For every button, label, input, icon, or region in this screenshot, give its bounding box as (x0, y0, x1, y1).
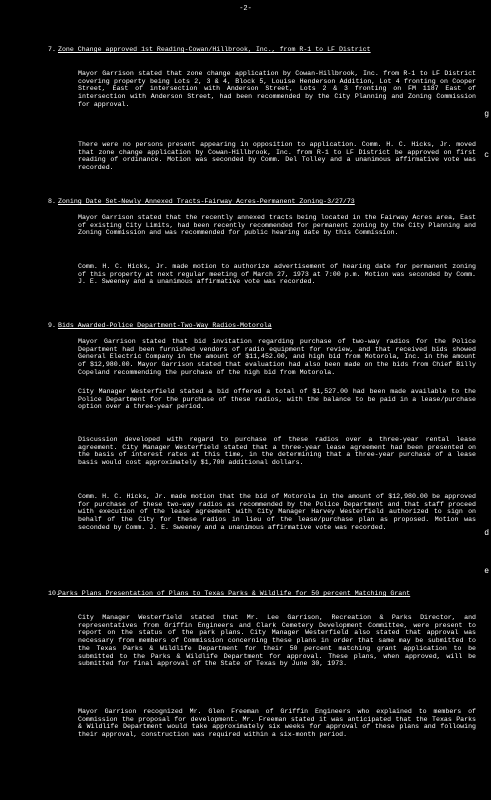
agenda-item-9 (48, 322, 478, 330)
paragraph: City Manager Westerfield stated a bid offered a total of $1,527.00 had been made available to the Police Department for the purchase of these radios, with the balance to be paid in a lease/purchase option over a three-year period. (78, 388, 476, 411)
item-number: 8. (48, 198, 56, 205)
paragraph: City Manager Westerfield stated that Mr. Lee Garrison, Recreation & Parks Director, and representatives from Griffin Engineers and Clark Cemetery Development Committee, were present to report on the status of the park plans. City Manager Westerfield also stated that approval was necessary from members of Commission concerning these plans in order that same may be submitted to the Texas Parks & Wildlife Department for their 50 percent matching grant application to be submitted to the Parks & Wildlife Department for approval. These plans, when approved, will be submitted for final approval of the State of Texas by June 30, 1973. (78, 614, 476, 668)
item-title: Zoning Date Set-Newly Annexed Tracts-Fairway Acres-Permanent Zoning-3/27/73 (58, 198, 355, 205)
margin-mark: c (484, 151, 489, 160)
item-number: 10. (48, 590, 60, 597)
item-number: 7. (48, 46, 56, 53)
margin-mark: e (484, 567, 489, 576)
paragraph: Comm. H. C. Hicks, Jr. made motion that the bid of Motorola in the amount of $12,980.00 be approved for purchase of these two-way radios as recommended by the Police Department and that staff proceed with execution of the lease agreement with City Manager Harvey Westerfield authorized to sign on behalf of the City for these radios in lieu of the lease/purchase plan as proposed. Motion was seconded by Comm. J. E. Sweeney and a unanimous affirmative vote was recorded. (78, 493, 476, 531)
margin-mark: d (484, 529, 489, 538)
margin-mark: g (484, 110, 489, 119)
paragraph: Mayor Garrison stated that bid invitation regarding purchase of two-way radios for the Police Department had been furnished vendors of radio equipment for review, and that received bids showed General Electric Company in the amount of $11,452.00, and high bid from Motorola, Inc. in the amount of $12,980.00. Mayor Garrison stated that evaluation had also been made on the bids from Chief Billy Copeland recommending the purchase of the high bid from Motorola. (78, 338, 476, 376)
agenda-item-10 (48, 590, 478, 598)
paragraph: Mayor Garrison recognized Mr. Glen Freeman of Griffin Engineers who explained to members of Commission the proposal for development. Mr. Freeman stated it was anticipated that the Texas Parks & Wildlife Department would take approximately six weeks for approval of these plans and following their approval, construction was required within a six-month period. (78, 708, 476, 739)
item-title: Bids Awarded-Police Department-Two-Way Radios-Motorola (58, 322, 272, 329)
item-number: 9. (48, 322, 56, 329)
agenda-item-7 (48, 46, 478, 54)
page-number: -2- (239, 5, 252, 13)
agenda-item-8 (48, 198, 478, 206)
paragraph: Mayor Garrison stated that zone change application by Cowan-Hillbrook, Inc. from R-1 to LF District covering property being Lots 2, 3 & 4, Block 5, Louise Henderson Addition, Lot 4 fronting on Cooper Street, East of intersection with Anderson Street, Lots 2 & 3 fronting on FM 1187 East of intersection with Anderson Street, had been recommended by the City Planning and Zoning Commission for approval. (78, 70, 476, 108)
item-title: Parks Plans Presentation of Plans to Texas Parks & Wildlife for 50 percent Matching Grant (58, 590, 411, 597)
paragraph: Mayor Garrison stated that the recently annexed tracts being located in the Fairway Acres area, East of existing City Limits, had been recently recommended for permanent zoning by the City Planning and Zoning Commission and was recommended for public hearing date by this Commission. (78, 214, 476, 237)
item-title: Zone Change approved 1st Reading-Cowan/Hillbrook, Inc., from R-1 to LF District (58, 46, 371, 53)
paragraph: There were no persons present appearing in opposition to application. Comm. H. C. Hicks, Jr. moved that zone change application by Cowan-Hillbrook, Inc. from R-1 to LF District be approved on first reading of ordinance. Motion was seconded by Comm. Del Tolley and a unanimous affirmative vote was recorded. (78, 141, 476, 172)
paragraph: Discussion developed with regard to purchase of these radios over a three-year rental lease agreement. City Manager Westerfield stated that a three-year lease agreement had been presented on the basis of interest rates at this time, in the determining that a three-year purchase of a lease basis would cost approximately $1,700 additional dollars. (78, 436, 476, 467)
paragraph: Comm. H. C. Hicks, Jr. made motion to authorize advertisement of hearing date for permanent zoning of this property at next regular meeting of March 27, 1973 at 7:00 p.m. Motion was seconded by Comm. J. E. Sweeney and a unanimous affirmative vote was recorded. (78, 263, 476, 286)
